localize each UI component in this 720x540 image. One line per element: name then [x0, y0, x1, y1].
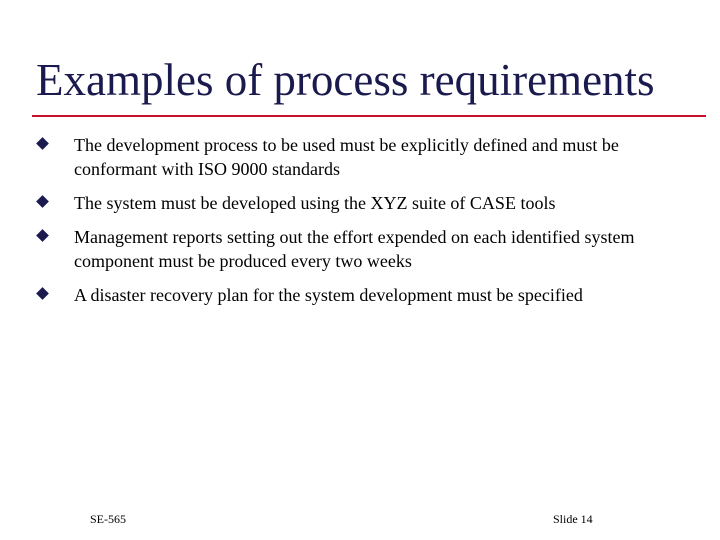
bullet-item: [36, 225, 696, 273]
title-divider: [32, 115, 706, 117]
bullet-item: [36, 133, 696, 181]
bullet-marker-icon: [36, 137, 49, 150]
footer-course-code: SE-565: [90, 512, 126, 526]
bullet-text: The development process to be used must be explicitly defined and must be conformant with ISO 9000 standards: [74, 135, 619, 179]
bullet-text: A disaster recovery plan for the system development must be specified: [74, 285, 583, 305]
bullet-text: Management reports setting out the effort expended on each identified system component must be produced every two weeks: [74, 227, 635, 271]
bullet-marker-icon: [36, 287, 49, 300]
bullet-marker-icon: [36, 195, 49, 208]
bullet-list: [36, 133, 696, 317]
footer-slide-number: Slide 14: [553, 512, 593, 526]
slide-title: Examples of process requirements: [36, 55, 655, 105]
bullet-text: The system must be developed using the XYZ suite of CASE tools: [74, 193, 556, 213]
bullet-item: [36, 283, 696, 307]
bullet-item: [36, 191, 696, 215]
bullet-marker-icon: [36, 229, 49, 242]
